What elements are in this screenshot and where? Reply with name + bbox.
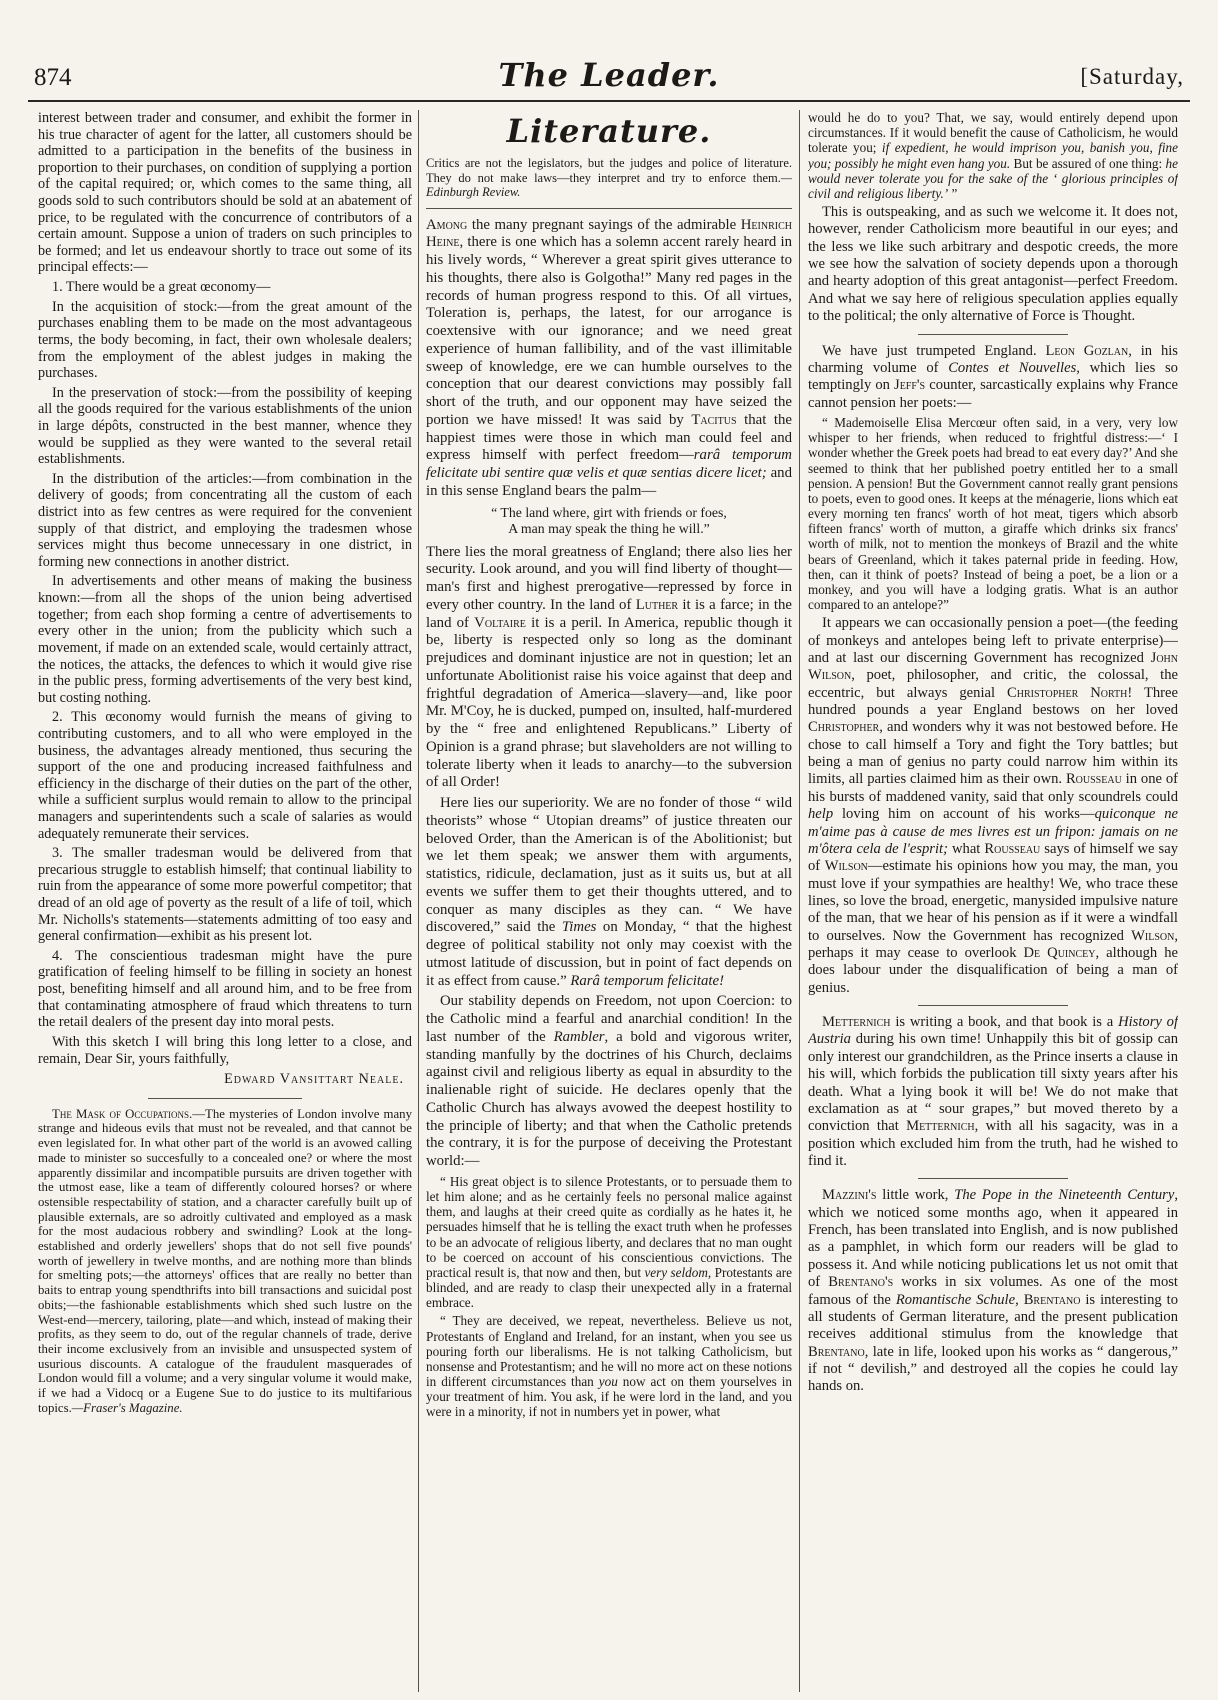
divider — [918, 334, 1068, 335]
name-mazzini: Mazzini's — [822, 1187, 877, 1204]
text: “ They are deceived, we repeat, nevertheless. Believe us not, Protestants of England and Ireland, for an instant, when you see us pouring forth our liberalisms. He is not talking Catholicism, but nonsense and Protestantism; and he will no more act on these notions in different circumstances than — [426, 1313, 792, 1390]
divider — [426, 208, 792, 209]
name-heine: Heinrich Heine — [426, 216, 792, 251]
text: “ His great object is to silence Protestants, or to persuade them to let him alone; and as he certainly feels no personal malice against them, and laughs at their creed quite as cordially as he hates it, he persuades himself that he is telling the exact truth when he professes to be an advocate of religious liberty, and declares that no man ought to be coerced on account of his conscientious convictions. The practical result is, that now and then, but — [426, 1173, 792, 1280]
book-title: History of Austria — [808, 1014, 1178, 1048]
text: on Monday, “ that the highest degree of political stability not only may coexist with the utmost latitude of discussion, but in point of fact depends on it as effect from cause.” — [426, 919, 792, 989]
text: , with all his sagacity, was in a position which excluded him from the truth, had he wished to find it. — [808, 1118, 1178, 1169]
column-rule — [418, 110, 419, 1692]
epigraph-source: —Edinburgh Review. — [426, 170, 792, 200]
column-rule — [799, 110, 800, 1692]
verse-line: “ The land where, girt with friends or foes, — [491, 504, 727, 520]
mask-of-occupations-article — [38, 1107, 412, 1416]
text: and in this sense England bears the palm— — [426, 465, 792, 499]
section-heading: Literature. — [506, 112, 712, 150]
block-quote — [426, 1174, 792, 1311]
divider — [918, 1005, 1068, 1006]
text: ” — [948, 185, 958, 201]
school-name: Romantische Schule — [895, 1291, 1016, 1308]
name-brentano: Brentano's — [828, 1274, 894, 1291]
article-text: —The mysteries of London involve many strange and hideous evils that must not be revealed, and that cannot be even legislated for. In what other part of the world is an avowed calling made to minister so succesfully to a concealed one? or where the most apparently dissimilar and incompatible pursuits are driven together with the utmost ease, like a team of differently coloured horses? or where ostensible respectability of station, and a character carefully built up of plausible externals, are so adroitly cultivated and employed as a mask for the most audacious robbery and swindling? Look at the long-established and orderly jewellers' shops that do not sell five pounds' worth of jewellery in twelve months, and are nothing more than blinds for smelting pots;—the attorneys' offices that are really no better than baits to entrap young spendthrifts into bill transactions and suicidal post obits;—the fashionable establishments which shed such lustre on the West-end—mercery, tailoring, plate—and which, instead of making their profits, as they seem to do, out of the regular channels of trade, derive their income exclusively from an invisible and unsuspected system of usurious discounts. A catalogue of the fraudulent masquerades of London would fill a volume; and a very singular volume it would make, if we had a Vidocq or a Eugene Sue to do justice to its multifarious topics. — [38, 1106, 412, 1415]
name-de-quincey: De Quincey — [1023, 945, 1096, 962]
verse-quote — [426, 505, 792, 538]
text: , which we noticed some months ago, when it appeared in French, has been translated into English, and is now published as a pamphlet, in which form our readers will be glad to possess it. And while noticing publications let us not omit that of — [808, 1187, 1178, 1291]
latin-quote: Rarâ temporum felicitate! — [570, 972, 725, 989]
text: , a bold and vigorous writer, standing manfully by the doctrines of his Church, declaims against civil and religious liberty as equal in absurdity to the inalienable right of suicide. He declares openly that the Catholic Church has always avowed the deepest hostility to the principle of liberty; and that when the Catholic pretends the contrary, it is for the purpose of deceiving the Protestant world:— — [426, 1028, 792, 1170]
text: works in six volumes. As one of the most famous of the — [808, 1274, 1178, 1308]
text: , late in life, looked upon his works as “ dangerous,” if not “ devilish,” and destroyed all the copies he could lay hands on. — [808, 1343, 1178, 1395]
paragraph: 1. There would be a great œconomy— — [52, 279, 271, 296]
block-quote — [426, 1313, 792, 1419]
text: says of himself we say of — [808, 840, 1178, 875]
text: counter, sarcastically explains why France cannot pension her poets:— — [808, 377, 1178, 411]
name-jeff: Jeff's — [894, 377, 926, 394]
column-1 — [38, 110, 412, 1694]
text: the many pregnant sayings of the admirable — [467, 216, 741, 233]
column-3 — [808, 110, 1178, 1694]
paragraph — [808, 1014, 1178, 1170]
text: , which lies so temptingly on — [808, 359, 1178, 394]
paragraph: In advertisements and other means of making the business known:—from all the shops of the union being advertised together; from each shop forming a centre of advertisements to every other in the union; from the publicity which such a movement, if made on an extended scale, would certainly attract, the notices, the attacks, the defences to which it would give rise in the public press, forming advertisements of the very best kind, but costing nothing. — [38, 573, 412, 706]
emphasis: he would never tolerate you for the sake of the ‘ glorious principles of civil and religious liberty.’ — [808, 155, 1178, 201]
paragraph — [426, 795, 792, 990]
text: in one of his bursts of maddened vanity, said that only scoundrels could — [808, 771, 1178, 805]
text: ! Three hundred pounds a year England bestows on her loved — [808, 684, 1178, 719]
name-wilson: Wilson — [1131, 927, 1175, 944]
paragraph — [808, 1187, 1178, 1395]
text: But be assured of one thing: — [1010, 155, 1166, 171]
text: Here lies our superiority. We are no fonder of those “ wild theorists” whose “ Utopian dreams” of justice threaten our beloved Order, than the American is of the Abolitionist; but we let them speak; we answer them with arguments, statistics, ridicule, declamation, just as it suits us, but at all events we suffer them to get their thoughts uttered, and to conquer as many disciples as they can. “ We have discovered,” said the — [426, 795, 792, 936]
verse-line: A man may speak the thing he will.” — [508, 521, 710, 537]
name-tacitus: Tacitus — [691, 411, 737, 428]
letter-signature: Edward Vansittart Neale. — [224, 1071, 404, 1088]
text: , although he does labour under the disqualification of being a man of genius. — [808, 945, 1178, 996]
paragraph: This is outspeaking, and as such we welcome it. It does not, however, render Catholicism more beautiful in our eyes; and the less we like such arbitrary and despotic creeds, the more we see how the salvation of society depends upon a thorough and hearty adoption of this great antagonist—perfect Freedom. And what we say here of religious speculation applies equally to the political; the only alternative of Force is Thought. — [808, 204, 1178, 325]
paragraph: interest between trader and consumer, and exhibit the former in his true character of agent for the latter, all customers should be admitted to a participation in the benefits of the business in proportion to their purchases, on condition of supplying a portion of the capital required; or, which comes to the same thing, all goods sold to such contributors should be sold at an abatement of price, to be regulated with the concurrence of contributors of a certain amount. Suppose a union of traders on such principles to be formed; and let us endeavour shortly to trace out some of its principal effects:— — [38, 110, 412, 276]
epigraph — [426, 156, 792, 199]
lead-word: Among — [426, 216, 468, 233]
times: Times — [561, 919, 597, 936]
name-brentano: Brentano — [808, 1343, 865, 1360]
text: now act on them yourselves in your treatment of him. You ask, if he were lord in the land, and you were in a minority, if not in numbers yet in power, what — [426, 1374, 792, 1420]
book-title: Contes et Nouvelles — [948, 359, 1077, 376]
name-metternich: Metternich — [822, 1014, 891, 1031]
name-luther: Luther — [635, 596, 679, 613]
latin-quote: rarâ temporum felicitate ubi sentire quæ velis et quæ sentias dicere licet; — [426, 447, 792, 482]
page-number: 874 — [34, 64, 72, 91]
text: is writing a book, and that book is a — [890, 1014, 1119, 1031]
block-quote: “ Mademoiselle Elisa Mercœur often said, in a very, very low whisper to her friends, when reduced to frightful distress:—‘ I wonder whether the Greek poets had bread to eat every day?’ And she seemed to think that her published poetry entitled her to a small pension. A pension! But the Government cannot really grant pensions to poets, even to good ones. It keeps at the ménagerie, lions which eat every morning ten francs' worth of hot meat, tigers which absorb fifteen francs' worth of mutton, a giraffe which drinks six francs' worth of milk, not to mention the monkeys of Brazil and the white bears of Greenland, which it takes paternal pride in feeding. How, then, can it think of poets? Instead of being a poet, be a lion or a monkey, and you will have a lodging gratis. What is an author compared to an antelope?” — [808, 414, 1178, 613]
block-quote-continued — [808, 110, 1178, 201]
divider — [918, 1178, 1068, 1179]
text: during his own time! Unhappily this bit of gossip can only interest our grandchildren, as the Prince inserts a clause in his will, which forbids the publication till sixty years after his death. What a lying book it will be! We do not make that exclamation as at “ sour grapes,” but moved thereto by a conviction that — [808, 1031, 1178, 1135]
paragraph: 4. The conscientious tradesman might have the pure gratification of feeling himself to be filling in society an honest post, benefiting himself and all around him, and to be free from that contaminating atmosphere of fraud which threatens to turn the retail dealers of the present day into moral pests. — [38, 947, 412, 1031]
paragraph: 2. This œconomy would furnish the means of giving to contributing customers, and to all who were employed in the business, the advantages already mentioned, thus securing the support of the one and producing increased faithfulness and efficiency in the discharge of their duties on the part of the other, while a sufficient surplus would remain to allow to the principal managers and superintendents such a scale of salaries as would adequately remunerate their services. — [38, 709, 412, 842]
name-metternich: Metternich — [906, 1118, 975, 1135]
paragraph — [426, 993, 792, 1171]
text: Protestants are blinded, and are ready to clasp their unexpected ally in a fraternal embrace. — [426, 1264, 792, 1311]
text: Our stability depends on Freedom, not upon Coercion: to the Catholic mind a fearful and anarchial condition! In the last number of the — [426, 993, 792, 1045]
text: , in his charming volume of — [808, 342, 1178, 376]
text: There lies the moral greatness of England; there also lies her security. Look around, and you will find liberty of thought—man's first and highest prerogative—repressed by force in every other country. In the land of — [426, 543, 792, 613]
paragraph: With this sketch I will bring this long letter to a close, and remain, Dear Sir, yours faithfully, — [38, 1033, 412, 1067]
paragraph — [808, 615, 1178, 997]
newspaper-title: The Leader. — [498, 56, 720, 94]
name-north: Christopher North — [1007, 684, 1128, 701]
text: , poet, philosopher, and critic, the colossal, the eccentric, but always genial — [808, 667, 1178, 701]
paragraph: In the preservation of stock:—from the possibility of keeping all the goods required for the various establishments of the union in large dépôts, constructed in the best manner, whence they would be supplied as they were wanted to the several retail establishments. — [38, 384, 412, 468]
text: loving him on account of his works— — [833, 806, 1095, 823]
paragraph: In the distribution of the articles:—from combination in the delivery of goods; from concentrating all the custom of each district into as few centres as were required for the convenient supply of that district, and employing the tradesmen whose services might thus become unnecessary in one district, in forming new connections in another district. — [38, 470, 412, 570]
text: would he do to you? That, we say, would entirely depend upon circumstances. If it would benefit the cause of Catholicism, he would tolerate you; — [808, 110, 1178, 156]
rambler: Rambler — [553, 1028, 605, 1045]
text: , — [1015, 1291, 1024, 1308]
epigraph-text: Critics are not the legislators, but the judges and police of literature. They do not make laws—they interpret and try to enforce them. — [426, 156, 792, 185]
emphasis: if expedient, he would imprison you, banish you, fine you; possibly he might even hang you. — [808, 140, 1178, 171]
name-voltaire: Voltaire — [474, 614, 526, 631]
column-2 — [426, 110, 792, 1694]
text: We have just trumpeted England. — [822, 342, 1046, 359]
name-wilson: John Wilson — [808, 649, 1178, 684]
name-rousseau: Rousseau — [1065, 771, 1122, 788]
name-brentano: Brentano — [1023, 1291, 1081, 1308]
emphasis: very seldom, — [644, 1264, 712, 1280]
text: it is a peril. In America, republic though it be, liberty is respected only so long as the dominant prejudices and dominant injustice are not in question; let an unfortunate Abolitionist raise his voice against that deep and frightful degradation of America—slavery—and, like poor Mr. M'Coy, he is ducked, pumped on, insulted, half-murdered by the “ free and enlightened Republicans.” Liberty of Opinion is a grand phrase; but slaveholders are not willing to tolerate liberty when it leads to anarchy—to the subversion of all Order! — [426, 614, 792, 791]
name-christopher: Christopher — [808, 719, 880, 736]
text: , perhaps it may cease to overlook — [808, 927, 1178, 962]
text: It appears we can occasionally pension a poet—(the feeding of monkeys and antelopes being left to private enterprise)—and at last our discerning Government has recognized — [808, 615, 1178, 666]
text: , there is one which has a solemn accent rarely heard in his lively words, “ Wherever a great spirit gives utterance to his thoughts, there also is Golgotha!” Many red pages in the records of human progress respond to this. Of all virtues, Toleration is, perhaps, the latest, for our arrogance is coextensive with our ignorance; and we need great experience of human fallibility, and of the vast illimitable sweep of knowledge, ere we can humble ourselves to the conception that our dearest convictions may possibly fall short of the truth, and our opponent may have seized the portion we have missed! It was said by — [426, 234, 792, 428]
text: , and wonders why it was not bestowed before. He chose to call himself a Tory and fight the Tory battles; but being a man of genius no party could narrow him within its limits, all parties claimed him as their own. — [808, 719, 1178, 788]
emphasis: you — [598, 1374, 618, 1390]
text: what — [947, 840, 985, 857]
book-title: The Pope in the Nineteenth Century — [954, 1187, 1175, 1204]
name-gozlan: Leon Gozlan — [1045, 342, 1129, 359]
emphasis: help — [808, 806, 834, 823]
french-quote: quiconque ne m'aime pas à cause de mes livres est un fripon: jamais on ne m'ôtera cela de l'esprit; — [808, 806, 1178, 857]
masthead — [28, 56, 1190, 102]
article-title: The Mask of Occupations. — [52, 1106, 193, 1121]
text: that the happiest times were those in which man could feel and express himself with perfect freedom— — [426, 411, 792, 464]
paragraph — [426, 217, 792, 501]
text: little work, — [876, 1187, 955, 1204]
article-source: —Fraser's Magazine. — [71, 1400, 183, 1415]
name-wilson: Wilson — [824, 858, 868, 875]
text: is interesting to all students of German literature, and the present publication receives additional stimulus from the knowledge that — [808, 1291, 1178, 1343]
name-rousseau: Rousseau — [984, 840, 1041, 857]
paragraph — [426, 544, 792, 793]
paragraph — [808, 343, 1178, 412]
paragraph: 3. The smaller tradesman would be delivered from that precarious struggle to establish himself; that continual liability to ruin from the appearance of some more powerful competitor; that dread of an old age of poverty as the result of a life of toil, which Mr. Nicholls's statements—statements admitting of too easy and general confirmation—exhibit as his present lot. — [38, 845, 412, 945]
text: —estimate his opinions how you may, the man, you must love if your sympathies are healthy! We, who trace these lines, so love the broad, energetic, manysided impulsive nature of the man, that we hear of his pension as if it were a windfall to ourselves. Now the Government has recognized — [808, 858, 1178, 944]
text: it is a farce; in the land of — [426, 596, 792, 631]
paragraph: In the acquisition of stock:—from the great amount of the purchases enabling them to be made on the most advantageous terms, the body becoming, in fact, their own wholesale dealers; from the employment of the ablest judges in making the purchases. — [38, 298, 412, 382]
divider — [148, 1098, 302, 1099]
issue-day: [Saturday, — [1080, 64, 1184, 89]
